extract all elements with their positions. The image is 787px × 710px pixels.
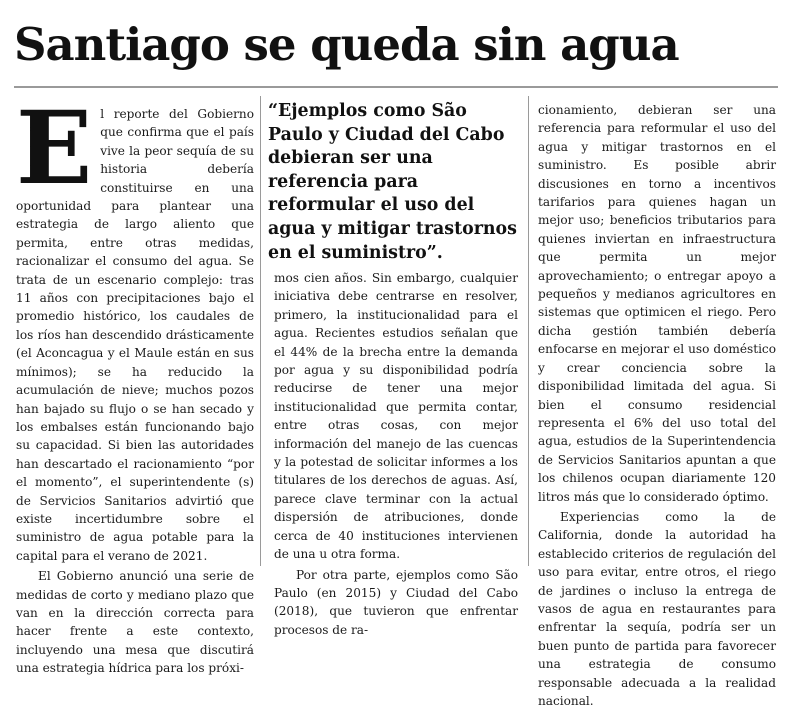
column-1-paragraph-2: El Gobierno anunció una serie de medidas de corto y mediano plazo que van en la dirección correcta para hacer frente a este contexto, incluyendo una mesa que discutirá una estrategia hídrica para los próxi- — [16, 569, 254, 676]
headline-divider — [14, 86, 778, 88]
column-1-paragraph-1-text: l reporte del Gobierno que confirma que el país vive la peor sequía de su historia debería constituirse en una oportunidad para plantear una estrategia de largo aliento que permita, entre otras medidas, racionalizar el consumo del agua. Se trata de un escenario complejo: tras 11 años con precipitaciones bajo el promedio histórico, los caudales de los ríos han descendido drásticamente (el Aconcagua y el Maule están en sus mínimos); se ha reducido la acumulación de nieve; muchos pozos han bajado su flujo o se han secado y los embalses están funcionando bajo su capacidad. Si bien las autoridades han descartado el racionamiento “por el momento”, el superintendente (s) de Servicios Sanitarios advirtió que existe incertidumbre sobre el suministro de agua potable para la capital para el verano de 2021. — [16, 107, 254, 563]
headline: Santiago se queda sin agua — [14, 18, 679, 71]
column-3 — [538, 101, 776, 710]
column-1-paragraph-1 — [16, 89, 254, 565]
column-divider-right — [528, 96, 529, 566]
column-1 — [16, 89, 254, 678]
column-2-paragraph-1: mos cien años. Sin embargo, cualquier iniciativa debe centrarse en resolver, primero, la institucionalidad para el agua. Recientes estudios señalan que el 44% de la brecha entre la demanda por agua y su disponibilidad podría reducirse de tener una mejor institucionalidad que permita contar, entre otras cosas, con mejor información del manejo de las cuencas y la potestad de solicitar informes a los titulares de los derechos de aguas. Así, parece clave terminar con la actual dispersión de atribuciones, donde cerca de 40 instituciones intervienen de una u otra forma. — [274, 271, 518, 562]
column-2 — [274, 269, 518, 639]
column-2-paragraph-2: Por otra parte, ejemplos como São Paulo (en 2015) y Ciudad del Cabo (2018), que tuvieron que enfrentar procesos de ra- — [274, 567, 518, 637]
drop-cap: E — [16, 89, 93, 207]
column-3-paragraph-2: Experiencias como la de California, donde la autoridad ha establecido criterios de regulación del uso para evitar, entre otros, el riego de jardines o incluso la entrega de vasos de agua en restaurantes para enfrentar la sequía, podría ser un buen punto de partida para favorecer una estrategia de consumo responsable adecuada a la realidad nacional. — [538, 509, 776, 708]
column-3-paragraph-1: cionamiento, debieran ser una referencia para reformular el uso del agua y mitigar trastornos en el suministro. Es posible abrir discusiones en torno a incentivos tarifarios para quienes hagan un mejor uso; beneficios tributarios para quienes inviertan en infraestructura que permita un mejor aprovechamiento; o entregar apoyo a pequeños y medianos agricultores en sistemas que optimicen el riego. Pero dicha gestión también debería enfocarse en mejorar el uso doméstico y crear conciencia sobre la disponibilidad limitada del agua. Si bien el consumo residencial representa el 6% del uso total del agua, estudios de la Superintendencia de Servicios Sanitarios apuntan a que los chilenos ocupan diariamente 120 litros más que lo considerado óptimo. — [538, 103, 776, 504]
pull-quote: “Ejemplos como São Paulo y Ciudad del Cabo debieran ser una referencia para reformular el uso del agua y mitigar trastornos en el suministro”. — [268, 101, 517, 263]
column-divider-left — [260, 96, 261, 566]
